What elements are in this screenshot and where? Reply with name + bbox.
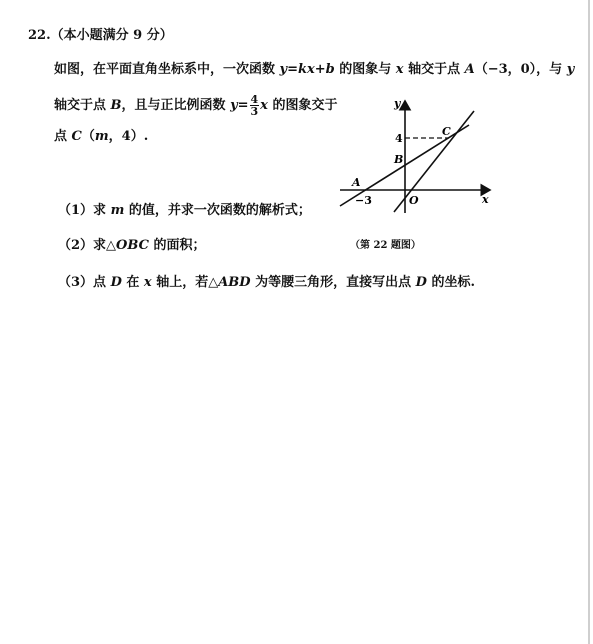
text: 轴交于点 bbox=[403, 62, 465, 77]
var-x: x bbox=[143, 275, 152, 290]
fraction-denominator: 3 bbox=[250, 105, 259, 118]
intro-line-3 bbox=[54, 128, 148, 146]
text: （ bbox=[81, 129, 95, 144]
var-d: D bbox=[415, 275, 427, 290]
fraction-4-3 bbox=[250, 94, 260, 117]
triangle-abd: ABD bbox=[218, 275, 251, 290]
coordinate-figure bbox=[332, 95, 497, 215]
point-b-label: B bbox=[110, 98, 122, 113]
text: 为等腰三角形，直接写出点 bbox=[250, 275, 416, 290]
page-border bbox=[588, 0, 590, 644]
text: ，4）. bbox=[108, 129, 149, 144]
var-m: m bbox=[110, 203, 125, 218]
text: 的坐标. bbox=[426, 275, 475, 290]
formula-linear: y=kx+b bbox=[279, 62, 335, 77]
proportional-function-line bbox=[394, 111, 474, 212]
var-y: y bbox=[566, 62, 575, 77]
point-c-label: C bbox=[71, 129, 82, 144]
text: （−3，0），与 bbox=[474, 62, 567, 77]
formula-y: y= bbox=[230, 98, 249, 113]
text: （1）求 bbox=[58, 203, 111, 218]
tick-label-y4: 4 bbox=[395, 132, 403, 145]
text: 在 bbox=[121, 275, 144, 290]
text: 的图象与 bbox=[334, 62, 396, 77]
text: 点 bbox=[54, 129, 72, 144]
var-m: m bbox=[94, 129, 109, 144]
text: 的图象交于 bbox=[267, 98, 338, 113]
score-note: （本小题满分 9 分） bbox=[50, 28, 173, 43]
var-d: D bbox=[110, 275, 122, 290]
fraction-numerator: 4 bbox=[250, 93, 259, 106]
triangle-obc: OBC bbox=[116, 238, 149, 253]
text: 的面积； bbox=[148, 238, 206, 253]
question-number: 22. bbox=[28, 28, 51, 43]
point-b-label: B bbox=[394, 153, 404, 166]
intro-line-2 bbox=[54, 94, 337, 117]
point-a-label: A bbox=[352, 176, 361, 189]
part-1 bbox=[58, 202, 311, 220]
text: 如图，在平面直角坐标系中，一次函数 bbox=[54, 62, 280, 77]
part-2 bbox=[58, 237, 205, 255]
text: （3）点 bbox=[58, 275, 111, 290]
text: （2）求△ bbox=[58, 238, 117, 253]
point-a-label: A bbox=[464, 62, 475, 77]
point-c-label: C bbox=[442, 125, 451, 138]
var-x: x bbox=[260, 98, 268, 113]
x-axis-label: x bbox=[482, 193, 489, 206]
tick-label-xm3: −3 bbox=[355, 194, 372, 207]
text: 轴交于点 bbox=[54, 98, 111, 113]
text: 的值，并求一次函数的解析式； bbox=[124, 203, 311, 218]
figure-caption: （第 22 题图） bbox=[350, 240, 421, 251]
origin-label: O bbox=[409, 194, 419, 207]
intro-line-1 bbox=[54, 61, 574, 79]
text: ，且与正比例函数 bbox=[121, 98, 231, 113]
var-x: x bbox=[395, 62, 404, 77]
text: 轴上，若△ bbox=[151, 275, 219, 290]
part-3 bbox=[58, 274, 475, 292]
y-axis-label: y bbox=[394, 97, 401, 110]
question-header bbox=[28, 24, 173, 43]
